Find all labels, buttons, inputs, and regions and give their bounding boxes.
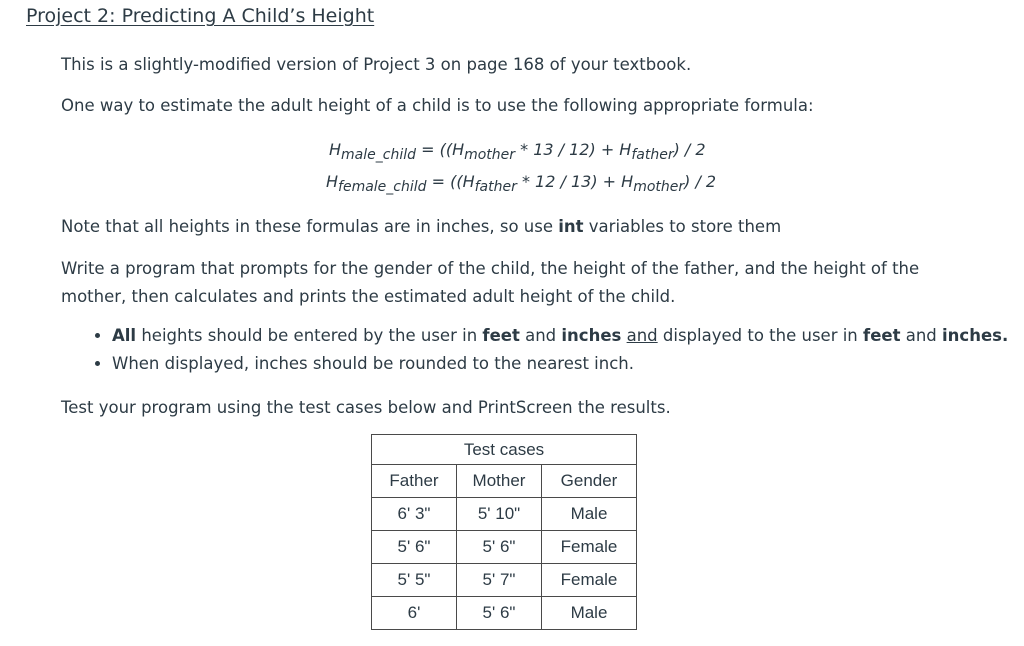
father-height-cell: 5' 5" — [372, 564, 457, 597]
table-row — [372, 498, 637, 531]
gender-cell: Male — [542, 498, 637, 531]
column-header-gender: Gender — [542, 465, 637, 498]
gender-cell: Male — [542, 597, 637, 630]
column-header-father: Father — [372, 465, 457, 498]
mother-height-cell: 5' 7" — [457, 564, 542, 597]
mother-height-cell: 5' 6" — [457, 531, 542, 564]
note-paragraph: Note that all heights in these formulas are in inches, so use int variables to store them — [61, 217, 782, 236]
gender-cell: Female — [542, 531, 637, 564]
column-header-mother: Mother — [457, 465, 542, 498]
father-height-cell: 6' 3" — [372, 498, 457, 531]
table-row — [372, 531, 637, 564]
table-caption: Test cases — [372, 435, 637, 465]
table-row — [372, 597, 637, 630]
female-height-formula: $H_{female\_child} = ((H_{father} * 12 / 13) + H_{mother}) / 2$ — [326, 172, 717, 195]
father-height-cell: 5' 6" — [372, 531, 457, 564]
test-cases-table — [371, 434, 637, 630]
mother-height-cell: 5' 6" — [457, 597, 542, 630]
list-item: • When displayed, inches should be rounded to the nearest inch. — [112, 350, 1012, 378]
instructions-paragraph: Write a program that prompts for the gender of the child, the height of the father, and the height of the mother, then calculates and prints the estimated adult height of the child. — [61, 259, 920, 306]
requirements-list — [88, 322, 1012, 378]
list-item: • All heights should be entered by the user in feet and inches and displayed to the user in feet and inches. — [112, 322, 1012, 350]
male-height-formula: $H_{male\_child} = ((H_{mother} * 13 / 12) + H_{father}) / 2$ — [329, 140, 706, 163]
table-row — [372, 564, 637, 597]
intro-paragraph: This is a slightly-modified version of Project 3 on page 168 of your textbook. — [61, 55, 692, 74]
test-prompt-paragraph: Test your program using the test cases below and PrintScreen the results. — [61, 398, 671, 417]
gender-cell: Female — [542, 564, 637, 597]
page-title: Project 2: Predicting A Child’s Height — [26, 5, 375, 27]
mother-height-cell: 5' 10" — [457, 498, 542, 531]
father-height-cell: 6' — [372, 597, 457, 630]
formula-intro-paragraph: One way to estimate the adult height of a child is to use the following appropriate formula: — [61, 96, 814, 115]
